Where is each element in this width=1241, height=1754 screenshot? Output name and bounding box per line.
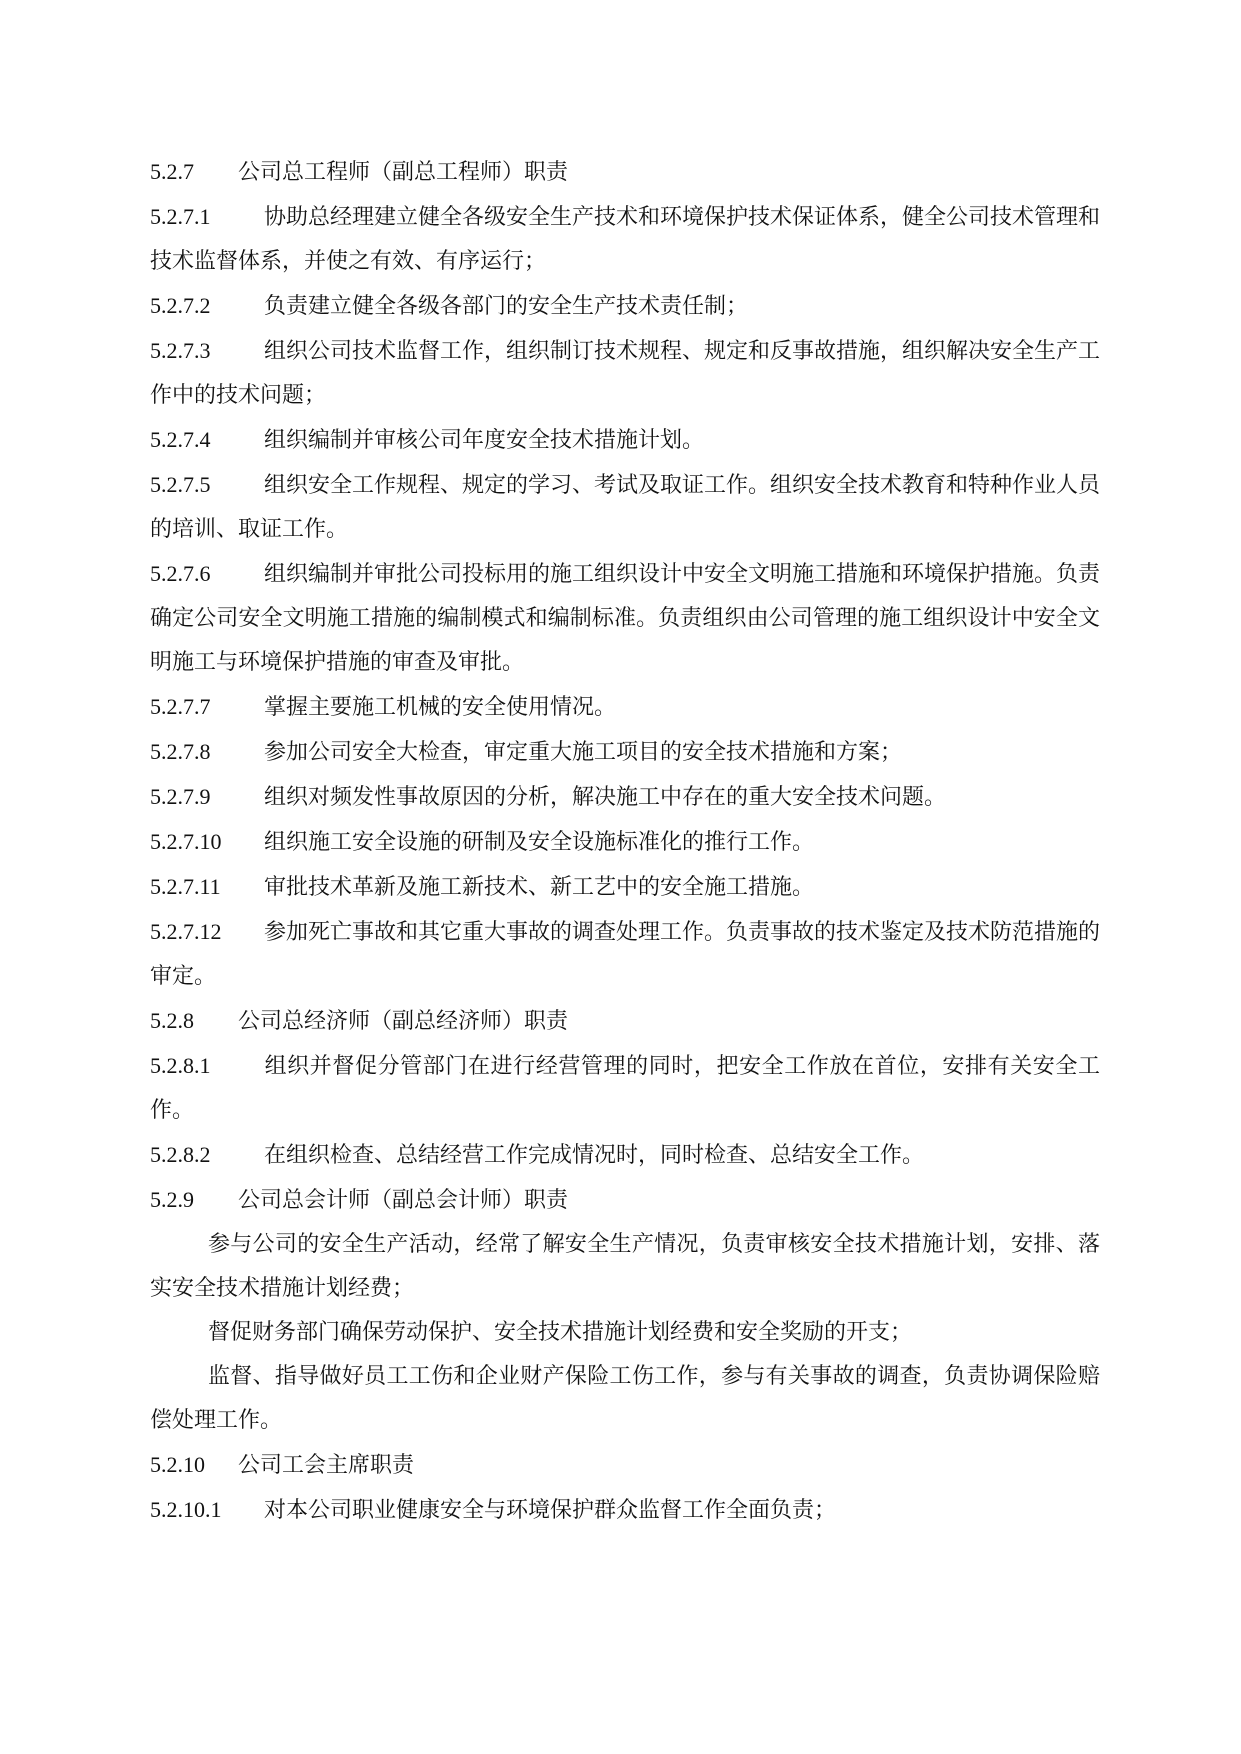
section-title: 公司总会计师（副总会计师）职责 bbox=[238, 1188, 569, 1213]
clause-number: 5.2.7.5 bbox=[150, 472, 211, 497]
clause bbox=[150, 1044, 1100, 1133]
section-title: 公司总经济师（副总经济师）职责 bbox=[238, 1009, 569, 1034]
body-paragraph: 督促财务部门确保劳动保护、安全技术措施计划经费和安全奖励的开支； bbox=[208, 1320, 913, 1345]
clause-text: 组织施工安全设施的研制及安全设施标准化的推行工作。 bbox=[264, 830, 815, 855]
clause-number: 5.2.7.1 bbox=[150, 204, 211, 229]
clause-number: 5.2.7.2 bbox=[150, 293, 211, 318]
clause-number: 5.2.7.7 bbox=[150, 694, 211, 719]
section-heading bbox=[150, 1443, 1100, 1488]
clause-text: 在组织检查、总结经营工作完成情况时，同时检查、总结安全工作。 bbox=[264, 1143, 925, 1168]
clause-text: 审批技术革新及施工新技术、新工艺中的安全施工措施。 bbox=[264, 875, 815, 900]
clause-text: 负责建立健全各级各部门的安全生产技术责任制； bbox=[264, 294, 749, 319]
section-number: 5.2.9 bbox=[150, 1187, 194, 1212]
clause-text: 组织编制并审核公司年度安全技术措施计划。 bbox=[264, 428, 705, 453]
clause bbox=[150, 730, 1100, 775]
body-paragraph: 监督、指导做好员工工伤和企业财产保险工伤工作，参与有关事故的调查，负责协调保险赔偿处理工作。 bbox=[150, 1364, 1100, 1433]
section-heading bbox=[150, 150, 1100, 195]
clause bbox=[150, 1488, 1100, 1533]
clause-number: 5.2.7.12 bbox=[150, 919, 222, 944]
clause-number: 5.2.7.10 bbox=[150, 829, 222, 854]
clause bbox=[150, 418, 1100, 463]
clause bbox=[150, 329, 1100, 418]
section-number: 5.2.10 bbox=[150, 1452, 205, 1477]
clause bbox=[150, 820, 1100, 865]
section-title: 公司工会主席职责 bbox=[238, 1453, 415, 1478]
clause-number: 5.2.8.2 bbox=[150, 1142, 211, 1167]
clause-text: 组织安全工作规程、规定的学习、考试及取证工作。组织安全技术教育和特种作业人员的培训、取证工作。 bbox=[150, 473, 1101, 542]
clause bbox=[150, 463, 1100, 552]
section-number: 5.2.8 bbox=[150, 1008, 194, 1033]
clause-number: 5.2.7.6 bbox=[150, 561, 211, 586]
clause bbox=[150, 910, 1100, 999]
clause bbox=[150, 195, 1100, 284]
clause-number: 5.2.7.3 bbox=[150, 338, 211, 363]
clause-number: 5.2.8.1 bbox=[150, 1053, 211, 1078]
clause-text: 组织编制并审批公司投标用的施工组织设计中安全文明施工措施和环境保护措施。负责确定公司安全文明施工措施的编制模式和编制标准。负责组织由公司管理的施工组织设计中安全文明施工与环境保护措施的审查及审批。 bbox=[150, 562, 1101, 675]
clause-text: 掌握主要施工机械的安全使用情况。 bbox=[264, 695, 617, 720]
clause-number: 5.2.7.8 bbox=[150, 739, 211, 764]
clause-text: 对本公司职业健康安全与环境保护群众监督工作全面负责； bbox=[264, 1498, 837, 1523]
clause bbox=[150, 284, 1100, 329]
clause-number: 5.2.7.4 bbox=[150, 427, 211, 452]
clause-text: 组织对频发性事故原因的分析，解决施工中存在的重大安全技术问题。 bbox=[264, 785, 947, 810]
clause-text: 参加死亡事故和其它重大事故的调查处理工作。负责事故的技术鉴定及技术防范措施的审定。 bbox=[150, 920, 1101, 989]
clause-text: 组织公司技术监督工作，组织制订技术规程、规定和反事故措施，组织解决安全生产工作中的技术问题； bbox=[150, 339, 1101, 408]
clause-text: 协助总经理建立健全各级安全生产技术和环境保护技术保证体系，健全公司技术管理和技术监督体系，并使之有效、有序运行； bbox=[150, 205, 1101, 274]
clause bbox=[150, 1133, 1100, 1178]
section-number: 5.2.7 bbox=[150, 159, 194, 184]
clause bbox=[150, 865, 1100, 910]
section-heading bbox=[150, 999, 1100, 1044]
clause-number: 5.2.7.11 bbox=[150, 874, 221, 899]
clause bbox=[150, 552, 1100, 685]
document-page bbox=[150, 150, 1100, 1533]
section-heading bbox=[150, 1178, 1100, 1223]
clause-text: 参加公司安全大检查，审定重大施工项目的安全技术措施和方案； bbox=[264, 740, 903, 765]
section-title: 公司总工程师（副总工程师）职责 bbox=[238, 160, 569, 185]
clause-number: 5.2.7.9 bbox=[150, 784, 211, 809]
clause-text: 组织并督促分管部门在进行经营管理的同时，把安全工作放在首位，安排有关安全工作。 bbox=[150, 1054, 1100, 1123]
body-paragraph: 参与公司的安全生产活动，经常了解安全生产情况，负责审核安全技术措施计划，安排、落实安全技术措施计划经费； bbox=[150, 1232, 1100, 1301]
clause bbox=[150, 775, 1100, 820]
clause bbox=[150, 685, 1100, 730]
clause-number: 5.2.10.1 bbox=[150, 1497, 222, 1522]
